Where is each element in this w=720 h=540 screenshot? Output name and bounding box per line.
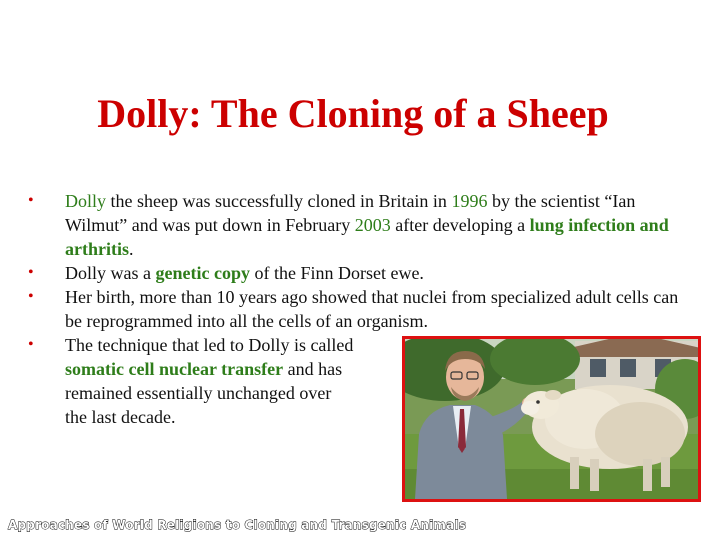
bullet-item-3 <box>28 285 688 333</box>
bullet-marker: • <box>28 336 34 353</box>
highlight-year-1996: 1996 <box>451 191 488 211</box>
bullet-text: the last decade. <box>65 407 176 427</box>
bullet-text: Her birth, more than 10 years ago showed that nuclei from specialized adult cells can be reprogrammed into all the cells of an organism. <box>65 287 679 331</box>
bullet-text: remained essentially unchanged over <box>65 383 332 403</box>
highlight-year-2003: 2003 <box>354 215 391 235</box>
bullet-text: of the Finn Dorset ewe. <box>249 263 424 283</box>
bullet-text: The technique that led to Dolly is called <box>65 335 354 355</box>
bullet-marker: • <box>28 264 34 281</box>
highlight-dolly: Dolly <box>65 191 107 211</box>
bullet-marker: • <box>28 288 34 305</box>
bullet-item-2 <box>28 261 688 285</box>
bullet-text: the sheep was successfully cloned in Britain in <box>106 191 452 211</box>
highlight-scnt: somatic cell nuclear transfer <box>65 359 284 379</box>
slide-title: Dolly: The Cloning of a Sheep <box>97 91 609 136</box>
highlight-genetic-copy: genetic copy <box>155 263 250 283</box>
highlight-lung-infection: lung infection and arthritis <box>65 215 669 259</box>
footer-text: Approaches of World Religions to Cloning and Transgenic Animals <box>8 518 467 532</box>
dolly-photo <box>402 336 701 502</box>
dolly-photo-illustration <box>405 339 698 499</box>
bullet-text: Dolly was a <box>65 263 156 283</box>
bullet-marker: • <box>28 192 34 209</box>
bullet-text: and has <box>283 359 343 379</box>
bullet-text: by the scientist “Ian Wilmut” and was put down in February <box>65 191 636 235</box>
bullet-text: . <box>128 239 134 259</box>
bullet-text: after developing a <box>390 215 530 235</box>
bullet-item-1 <box>28 189 688 261</box>
